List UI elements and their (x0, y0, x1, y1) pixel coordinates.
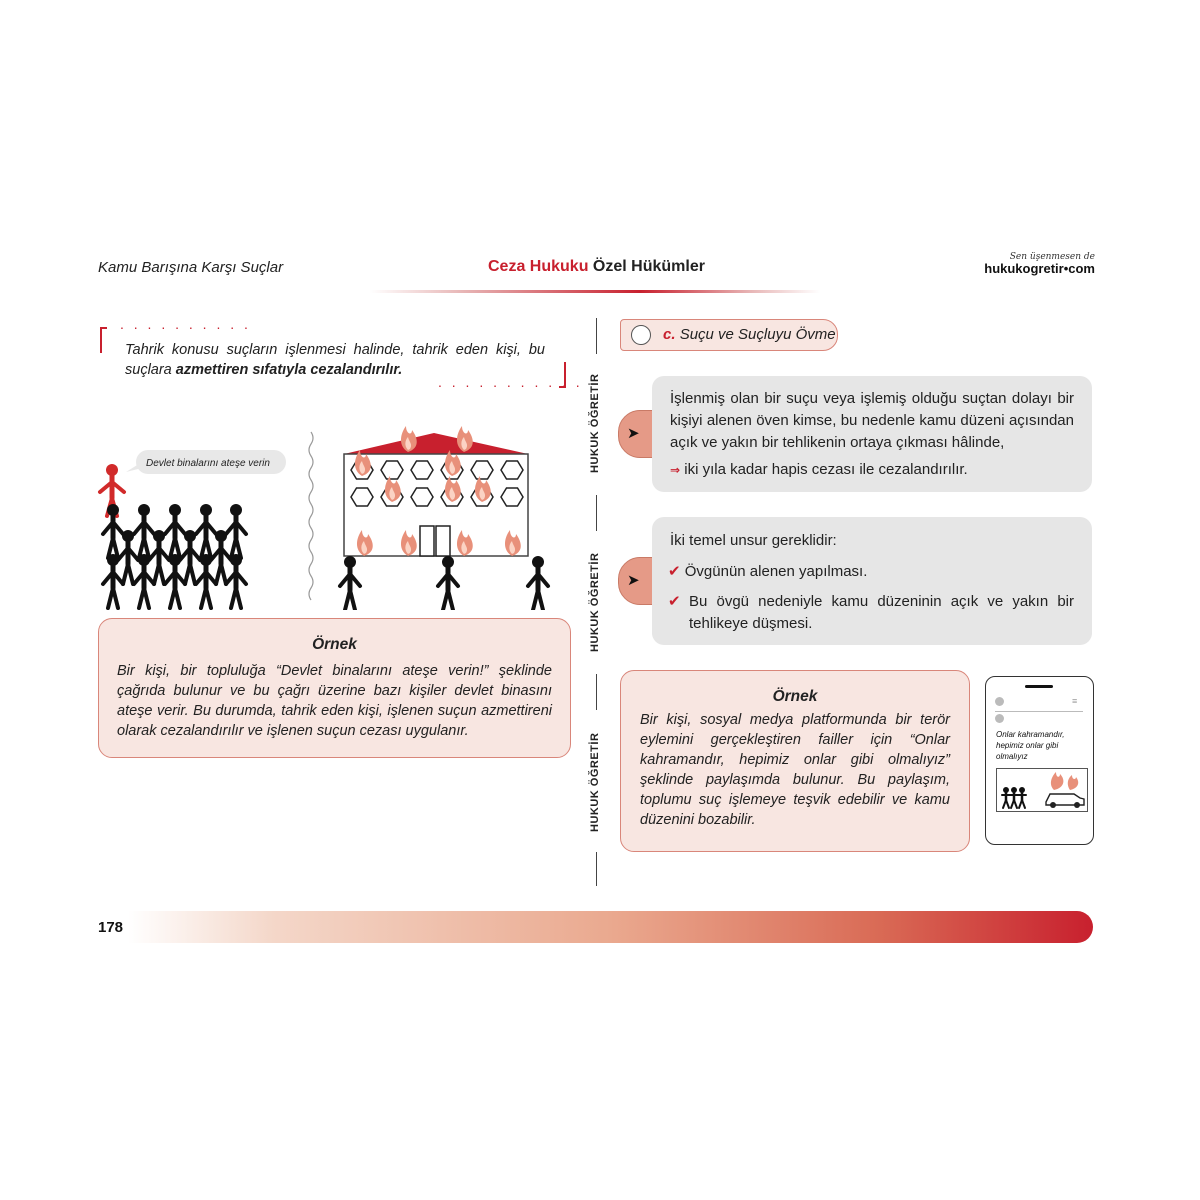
crowd-burning-building-illustration (96, 418, 566, 610)
book-title-red: Ceza Hukuku (488, 258, 589, 275)
section-heading-label (663, 326, 836, 343)
arrow-right-icon: ➤ (627, 572, 640, 589)
elements-box (652, 517, 1092, 645)
section-heading-text: Suçu ve Suçluyu Övme (679, 326, 836, 343)
post-image (996, 768, 1088, 812)
section-letter: c. (663, 326, 676, 343)
book-title (488, 258, 705, 276)
example-body-right: Bir kişi, sosyal medya platformunda bir terör eylemini gerçekleştiren failler için “Onlar kahramandır, hepimiz onlar gibi olmalıyız” şeklinde paylaşımda bulunur. Bu paylaşım, toplumu suç işlemeye teşvik edebilir ve kamu düzenini bozabilir. (640, 712, 950, 828)
crowd (103, 504, 246, 608)
section-title: Kamu Barışına Karşı Suçlar (98, 259, 284, 276)
avatar (995, 714, 1004, 723)
avatar (995, 697, 1004, 706)
phone-divider (995, 711, 1083, 712)
quote-bold: azmettiren sıfatıyla cezalandırılır. (175, 362, 403, 378)
divider-segment (596, 495, 597, 531)
phone-illustration (985, 676, 1094, 845)
divider-label-3: HUKUK ÖĞRETİR (589, 732, 601, 832)
check-icon: ✔ (668, 563, 681, 580)
quote-dots-top: . . . . . . . . . . (120, 316, 251, 332)
phone-post-text: Onlar kahramandır, hepimiz onlar gibi olmalıyız (996, 730, 1065, 761)
example-body-left: Bir kişi, bir topluluğa “Devlet binalarını ateşe verin!” şeklinde çağrıda bulunur ve bu çağrı üzerine bazı kişiler devlet binasını ateşe verir. Bu durumda, tahrik eden kişi, işlenen suçun azmettireni olarak cezalandırılır ve işlenen suçun cezası uygulanır. (117, 663, 552, 739)
divider-segment (596, 852, 597, 886)
page-number: 178 (98, 919, 124, 936)
quote-plain: Tahrik konusu suçların işlenmesi halinde, tahrik eden kişi, bu suçlara (125, 342, 545, 378)
elements-item-1 (668, 561, 867, 583)
footer-bar (128, 911, 1093, 943)
circle-icon (631, 325, 651, 345)
quote-bracket-left (100, 327, 107, 353)
quote-dots-bottom: . . . . . . . . . . . (438, 374, 583, 390)
example-title-left: Örnek (312, 636, 357, 653)
definition-box (652, 376, 1092, 492)
header-underline (370, 290, 820, 293)
elements-intro: İki temel unsur gereklidir: (670, 532, 837, 549)
wavy-separator (309, 432, 313, 600)
menu-icon: ≡ (1072, 696, 1078, 706)
divider-label-2: HUKUK ÖĞRETİR (589, 552, 601, 652)
divider-label-1: HUKUK ÖĞRETİR (589, 373, 601, 473)
brand-logo (970, 252, 1095, 276)
elements-item-2-text: Bu övgü nedeniyle kamu düzeninin açık ve yakın bir tehlikeye düşmesi. (689, 593, 1074, 632)
implies-arrow-icon: ⇒ (670, 463, 681, 477)
phone-speaker (1025, 685, 1053, 688)
elements-item-2 (668, 591, 1074, 635)
example-box-left (98, 618, 571, 758)
arrow-right-icon: ➤ (627, 425, 640, 442)
divider-segment (596, 674, 597, 710)
quote-bracket-right (559, 362, 566, 388)
divider-segment (596, 318, 597, 354)
brand-tagline: Sen üşenmesen de (1009, 252, 1095, 262)
speech-bubble-text: Devlet binalarını ateşe verin (146, 458, 270, 469)
elements-item-1-text: Övgünün alenen yapılması. (684, 563, 868, 580)
example-box-right (620, 670, 970, 852)
book-title-black: Özel Hükümler (588, 258, 705, 275)
definition-text: İşlenmiş olan bir suçu veya işlemiş olduğu suçtan dolayı bir kişiyi alenen öven kimse, bu nedenle kamu düzeni açısından açık ve yakın bir tehlikenin ortaya çıkması hâlinde, (670, 390, 1074, 451)
burning-building (344, 426, 528, 556)
penalty-text: iki yıla kadar hapis cezası ile cezalandırılır. (684, 461, 968, 478)
check-icon: ✔ (668, 593, 681, 610)
section-heading (620, 319, 838, 351)
penalty-line (670, 459, 968, 481)
brand-name: hukukogretir•com (984, 261, 1095, 276)
example-title-right: Örnek (772, 688, 818, 705)
